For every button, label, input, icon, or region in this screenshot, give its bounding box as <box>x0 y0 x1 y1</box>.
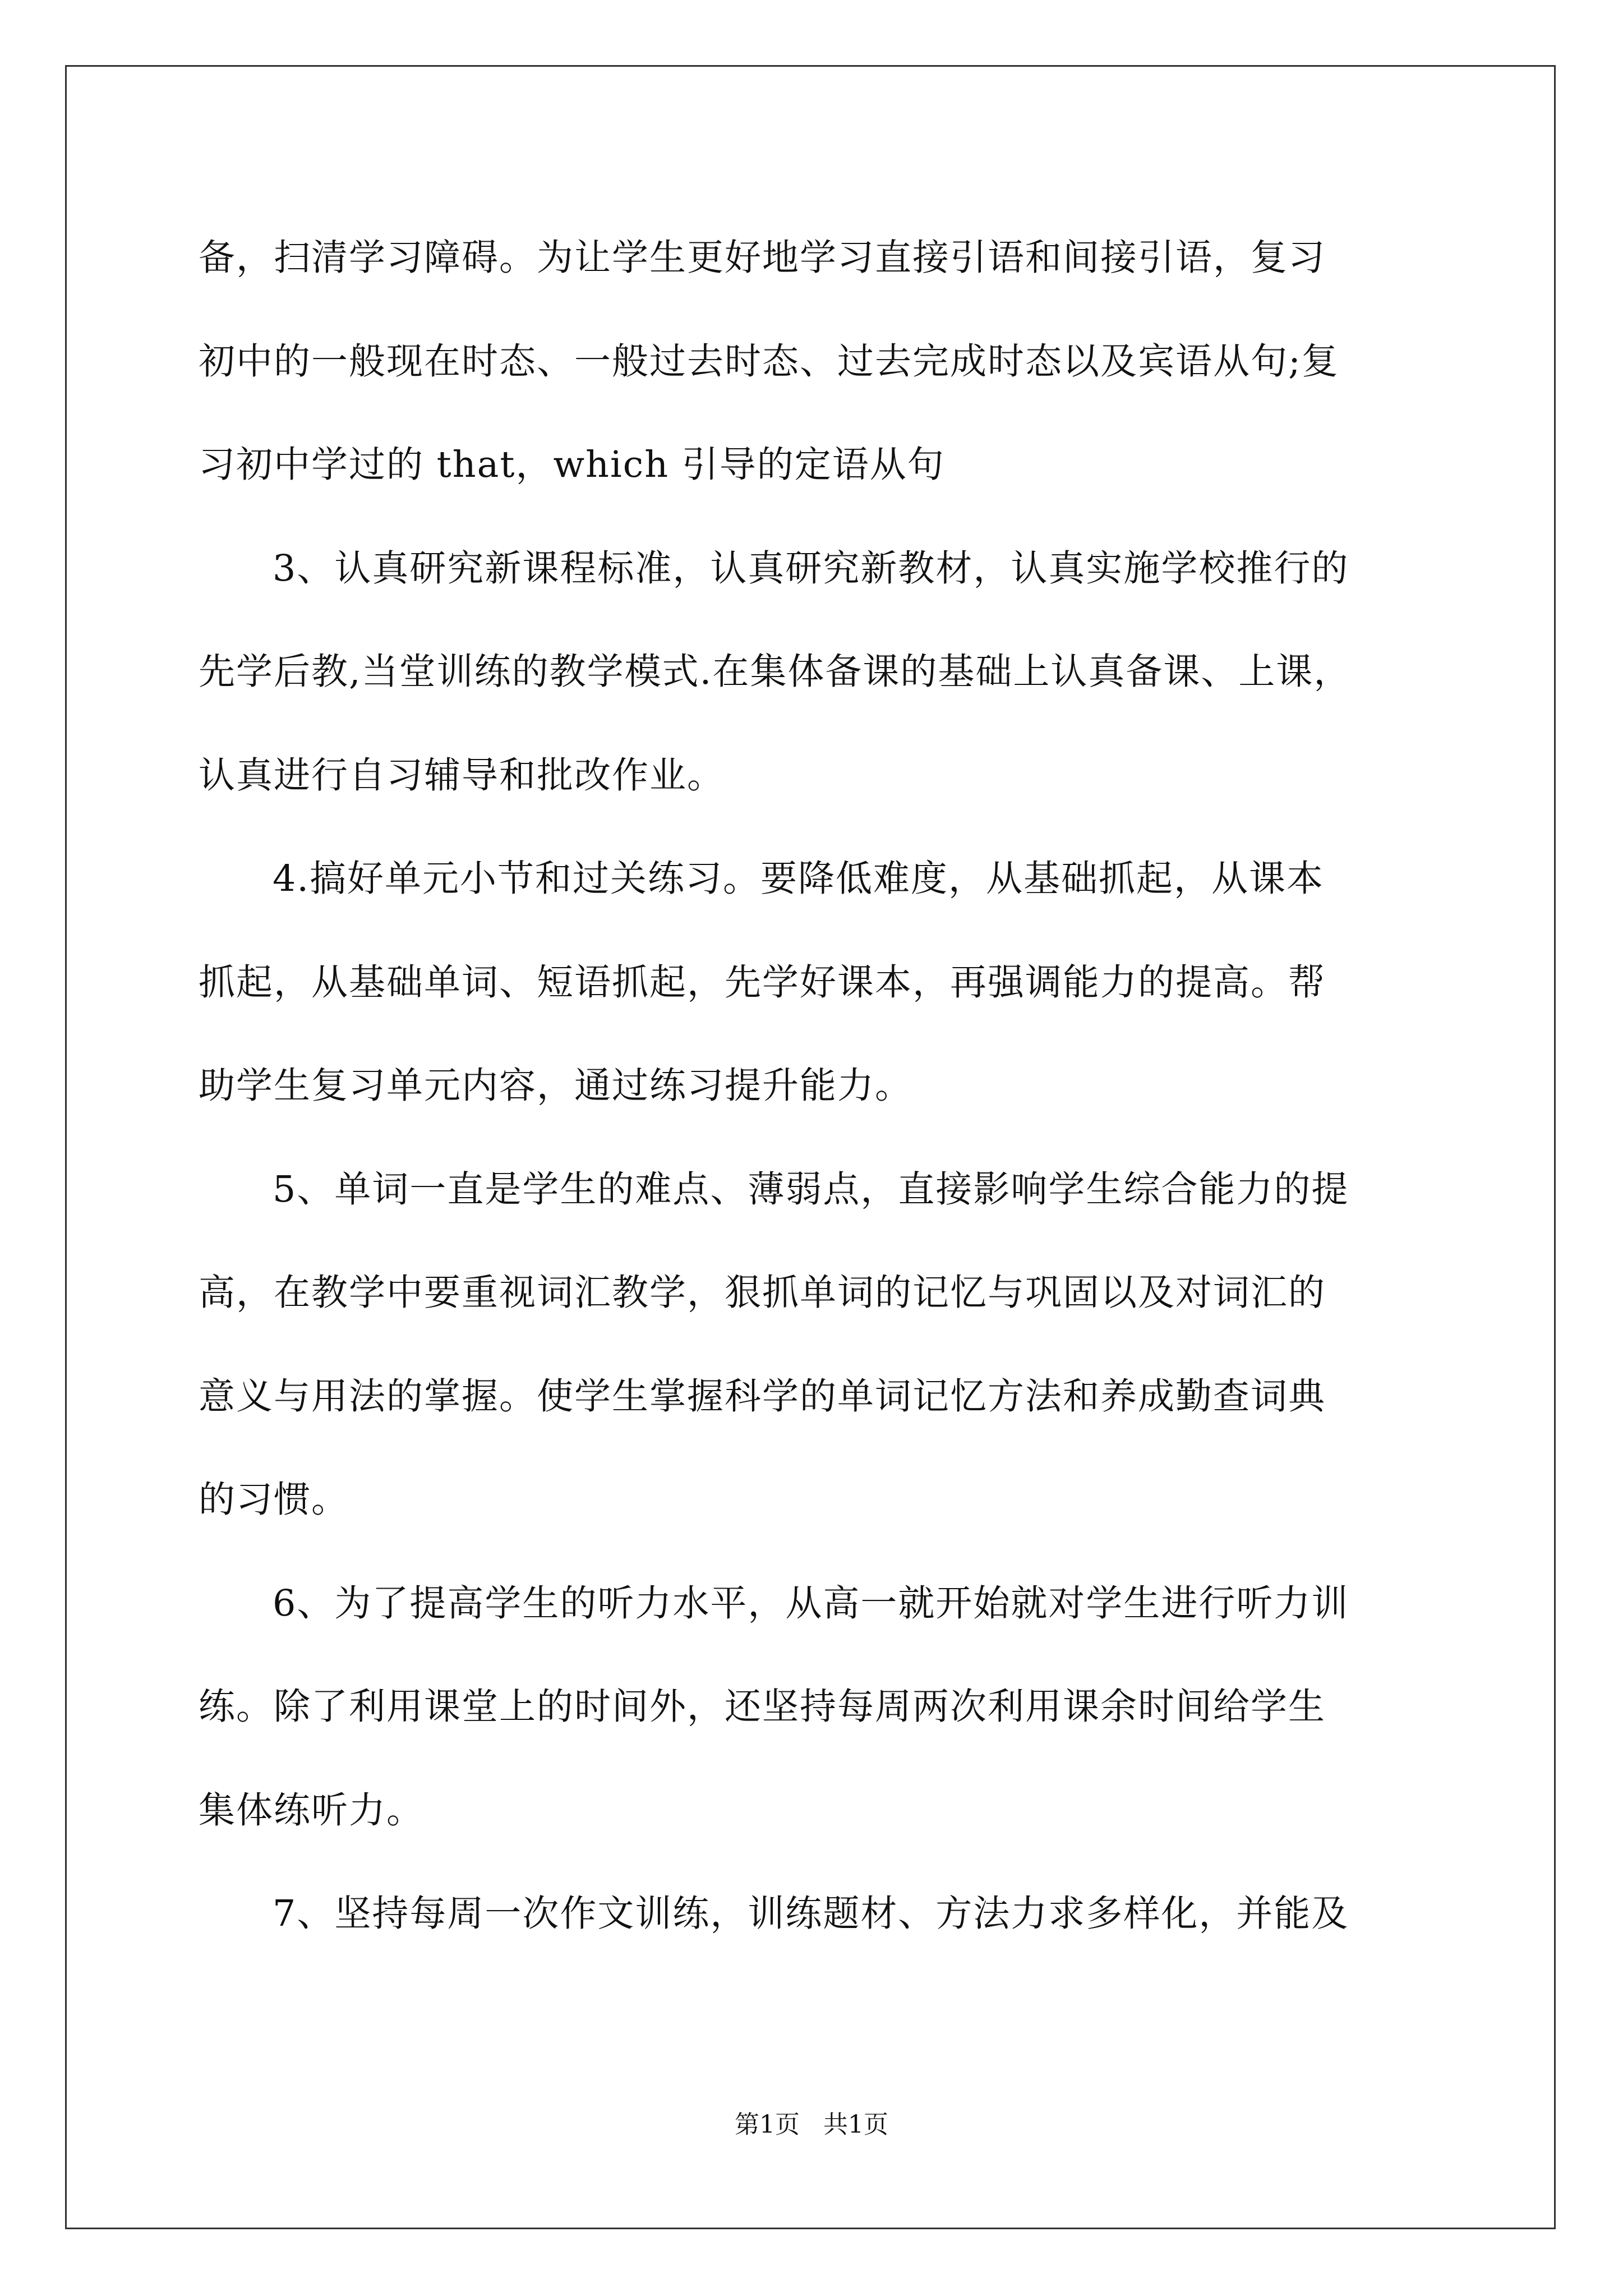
text-line: 先学后教,当堂训练的教学模式.在集体备课的基础上认真备课、上课， <box>199 651 1352 693</box>
text-line: 的习惯。 <box>199 1479 349 1521</box>
paragraph-first-line: 5、单词一直是学生的难点、薄弱点，直接影响学生综合能力的提 <box>273 1168 1349 1211</box>
page-number-footer: 第1页 共1页 <box>735 2110 888 2139</box>
text-line: 高，在教学中要重视词汇教学，狠抓单词的记忆与巩固以及对词汇的 <box>199 1272 1326 1314</box>
text-line: 集体练听力。 <box>199 1789 425 1832</box>
text-line: 初中的一般现在时态、一般过去时态、过去完成时态以及宾语从句;复 <box>199 340 1339 383</box>
text-line: 练。除了利用课堂上的时间外，还坚持每周两次利用课余时间给学生 <box>199 1686 1326 1728</box>
paragraph-first-line: 4.搞好单元小节和过关练习。要降低难度，从基础抓起，从课本 <box>273 858 1325 900</box>
text-line: 习初中学过的 that，which 引导的定语从句 <box>199 444 945 486</box>
document-body <box>199 206 1455 1966</box>
text-line: 意义与用法的掌握。使学生掌握科学的单词记忆方法和养成勤查词典 <box>199 1375 1326 1418</box>
text-line: 助学生复习单元内容，通过练习提升能力。 <box>199 1065 913 1107</box>
paragraph-first-line: 7、坚持每周一次作文训练，训练题材、方法力求多样化，并能及 <box>273 1893 1349 1935</box>
paragraph-first-line: 3、认真研究新课程标准，认真研究新教材，认真实施学校推行的 <box>273 547 1349 590</box>
text-line: 抓起，从基础单词、短语抓起，先学好课本，再强调能力的提高。帮 <box>199 961 1326 1004</box>
paragraph-first-line: 6、为了提高学生的听力水平，从高一就开始就对学生进行听力训 <box>273 1582 1349 1625</box>
text-line: 认真进行自习辅导和批改作业。 <box>199 754 725 797</box>
text-line: 备，扫清学习障碍。为让学生更好地学习直接引语和间接引语，复习 <box>199 237 1326 279</box>
